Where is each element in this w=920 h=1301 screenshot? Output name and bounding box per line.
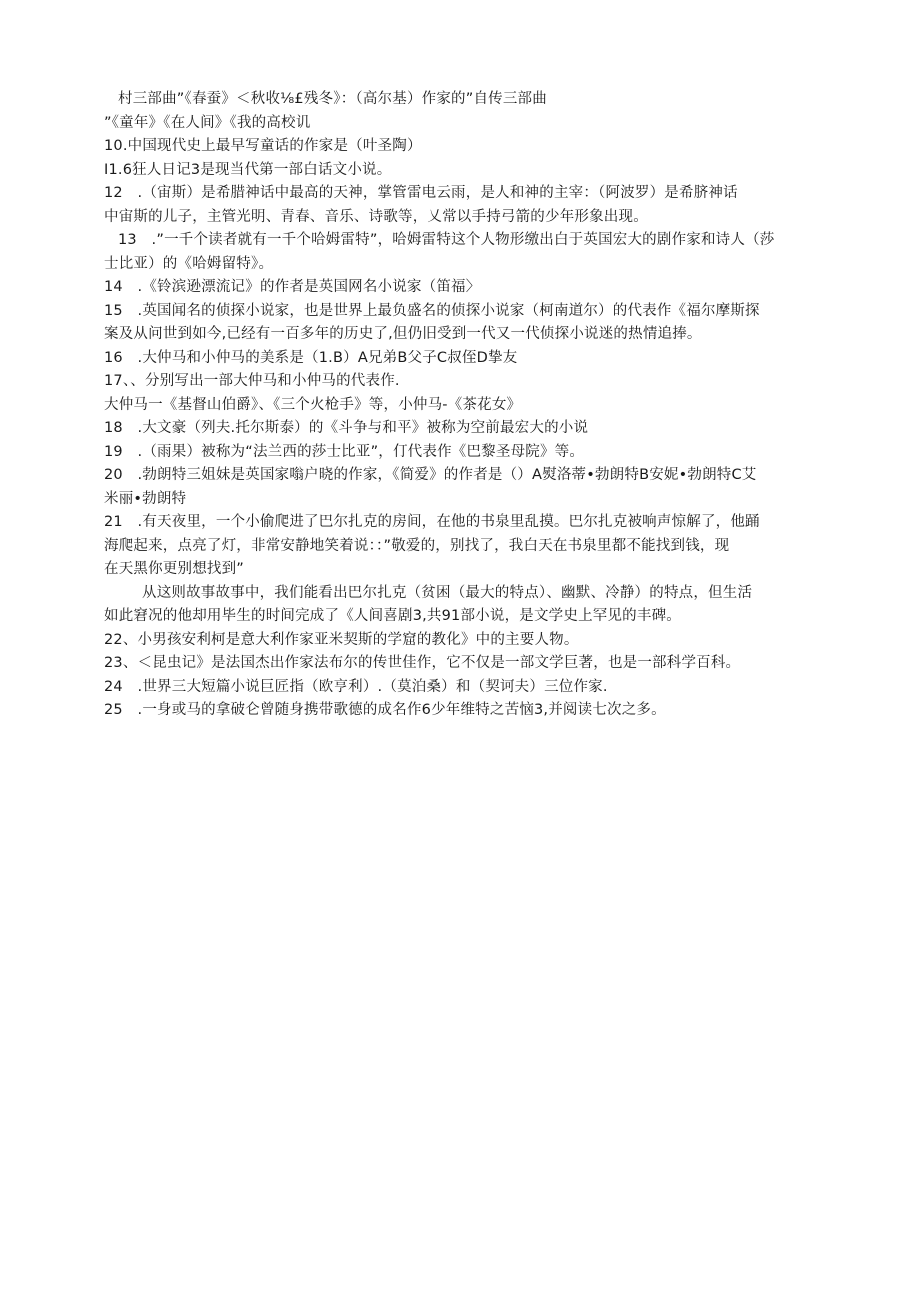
text-line: 21 .有天夜里，一个小偷爬进了巴尔扎克的房间，在他的书泉里乱摸。巴尔扎克被响声惊解了，他踊: [104, 514, 760, 530]
text-line: 25 .一身或马的拿破仑曾随身携带歌德的成名作6少年维特之苦恼3,并阅读七次之多。: [104, 702, 666, 718]
text-line: 如此窘况的他却用毕生的时间完成了《人间喜剧3,共91部小说，是文学史上罕见的丰碑。: [104, 608, 681, 624]
text-line: 13 .”一千个读者就有一千个哈姆雷特”，哈姆雷特这个人物形缴出白于英国宏大的剧作家和诗人（莎: [118, 232, 775, 248]
text-line: 案及从问世到如今,已经有一百多年的历史了,但仍旧受到一代又一代侦探小说迷的热情追捧。: [104, 326, 702, 342]
text-line: 17、、分别写出一部大仲马和小仲马的代表作.: [104, 373, 400, 389]
text-line: 12 .（宙斯）是希腊神话中最高的天神，掌管雷电云雨，是人和神的主宰：（阿波罗）是希脐神话: [104, 185, 738, 201]
text-line: 米丽•勃朗特: [104, 490, 187, 507]
text-line: ”《童年》《在人间》《我的高校讥: [104, 114, 311, 131]
text-line: 大仲马一《基督山伯爵》、《三个火枪手》等，小仲马-《茶花女》: [104, 396, 522, 413]
text-line: 14 .《铃滨逊漂流记》的作者是英国网名小说家（笛福〉: [104, 279, 481, 295]
text-line: 22、小男孩安利柯是意大利作家亚米契斯的学窟的教化》中的主要人物。: [104, 631, 579, 648]
text-line: 中宙斯的儿子，主管光明、青春、音乐、诗歌等，乂常以手持弓箭的少年形象出现。: [104, 208, 648, 225]
text-line: 20 .勃朗特三姐妹是英国家嗡户晓的作家，《简爱》的作者是（）A熨洛蒂•勃朗特B安妮•勃朗特C艾: [104, 467, 757, 483]
text-line: 15 .英国闻名的侦探小说家，也是世界上最负盛名的侦探小说家（柯南道尔）的代表作《福尔摩斯探: [104, 302, 760, 319]
text-line: 18 .大文豪（列夫.托尔斯泰）的《斗争与和平》被称为空前最宏大的小说: [104, 420, 589, 436]
text-line: 海爬起来，点亮了灯，非常安静地笑着说：：”敬爱的，别找了，我白天在书泉里都不能找到钱，现: [104, 537, 730, 554]
document-body: [104, 88, 860, 723]
text-line: 村三部曲”《春蚕》＜秋收⅛£残冬》：（高尔基）作家的”自传三部曲: [118, 91, 547, 107]
text-line: 10.中国现代史上最早写童话的作家是（叶圣陶）: [104, 138, 422, 154]
text-line: 23、＜昆虫记》是法国杰出作家法布尔的传世佳作，它不仅是一部文学巨著，也是一部科学百科。: [104, 655, 741, 671]
text-line: 在天黑你更别想找到”: [104, 561, 245, 577]
text-line: 19 .（雨果）被称为“法兰西的莎士比亚”，仃代表作《巴黎圣母院》等。: [104, 443, 585, 460]
text-line: 从这则故事故事中，我们能看出巴尔扎克（贫困（最大的特点）、幽默、冷静）的特点，但生活: [142, 584, 753, 601]
text-line: 16 .大仲马和小仲马的美系是（1.B）A兄弟B父子C叔侄D挚友: [104, 349, 518, 366]
text-line: 24 .世界三大短篇小说巨匠指（欧亨利）.（莫泊桑）和（契诃夫）三位作家.: [104, 678, 608, 695]
text-line: 士比亚）的《哈姆留特》。: [104, 255, 274, 272]
text-line: I1.6狂人日记3是现当代第一部白话文小说。: [104, 161, 392, 178]
